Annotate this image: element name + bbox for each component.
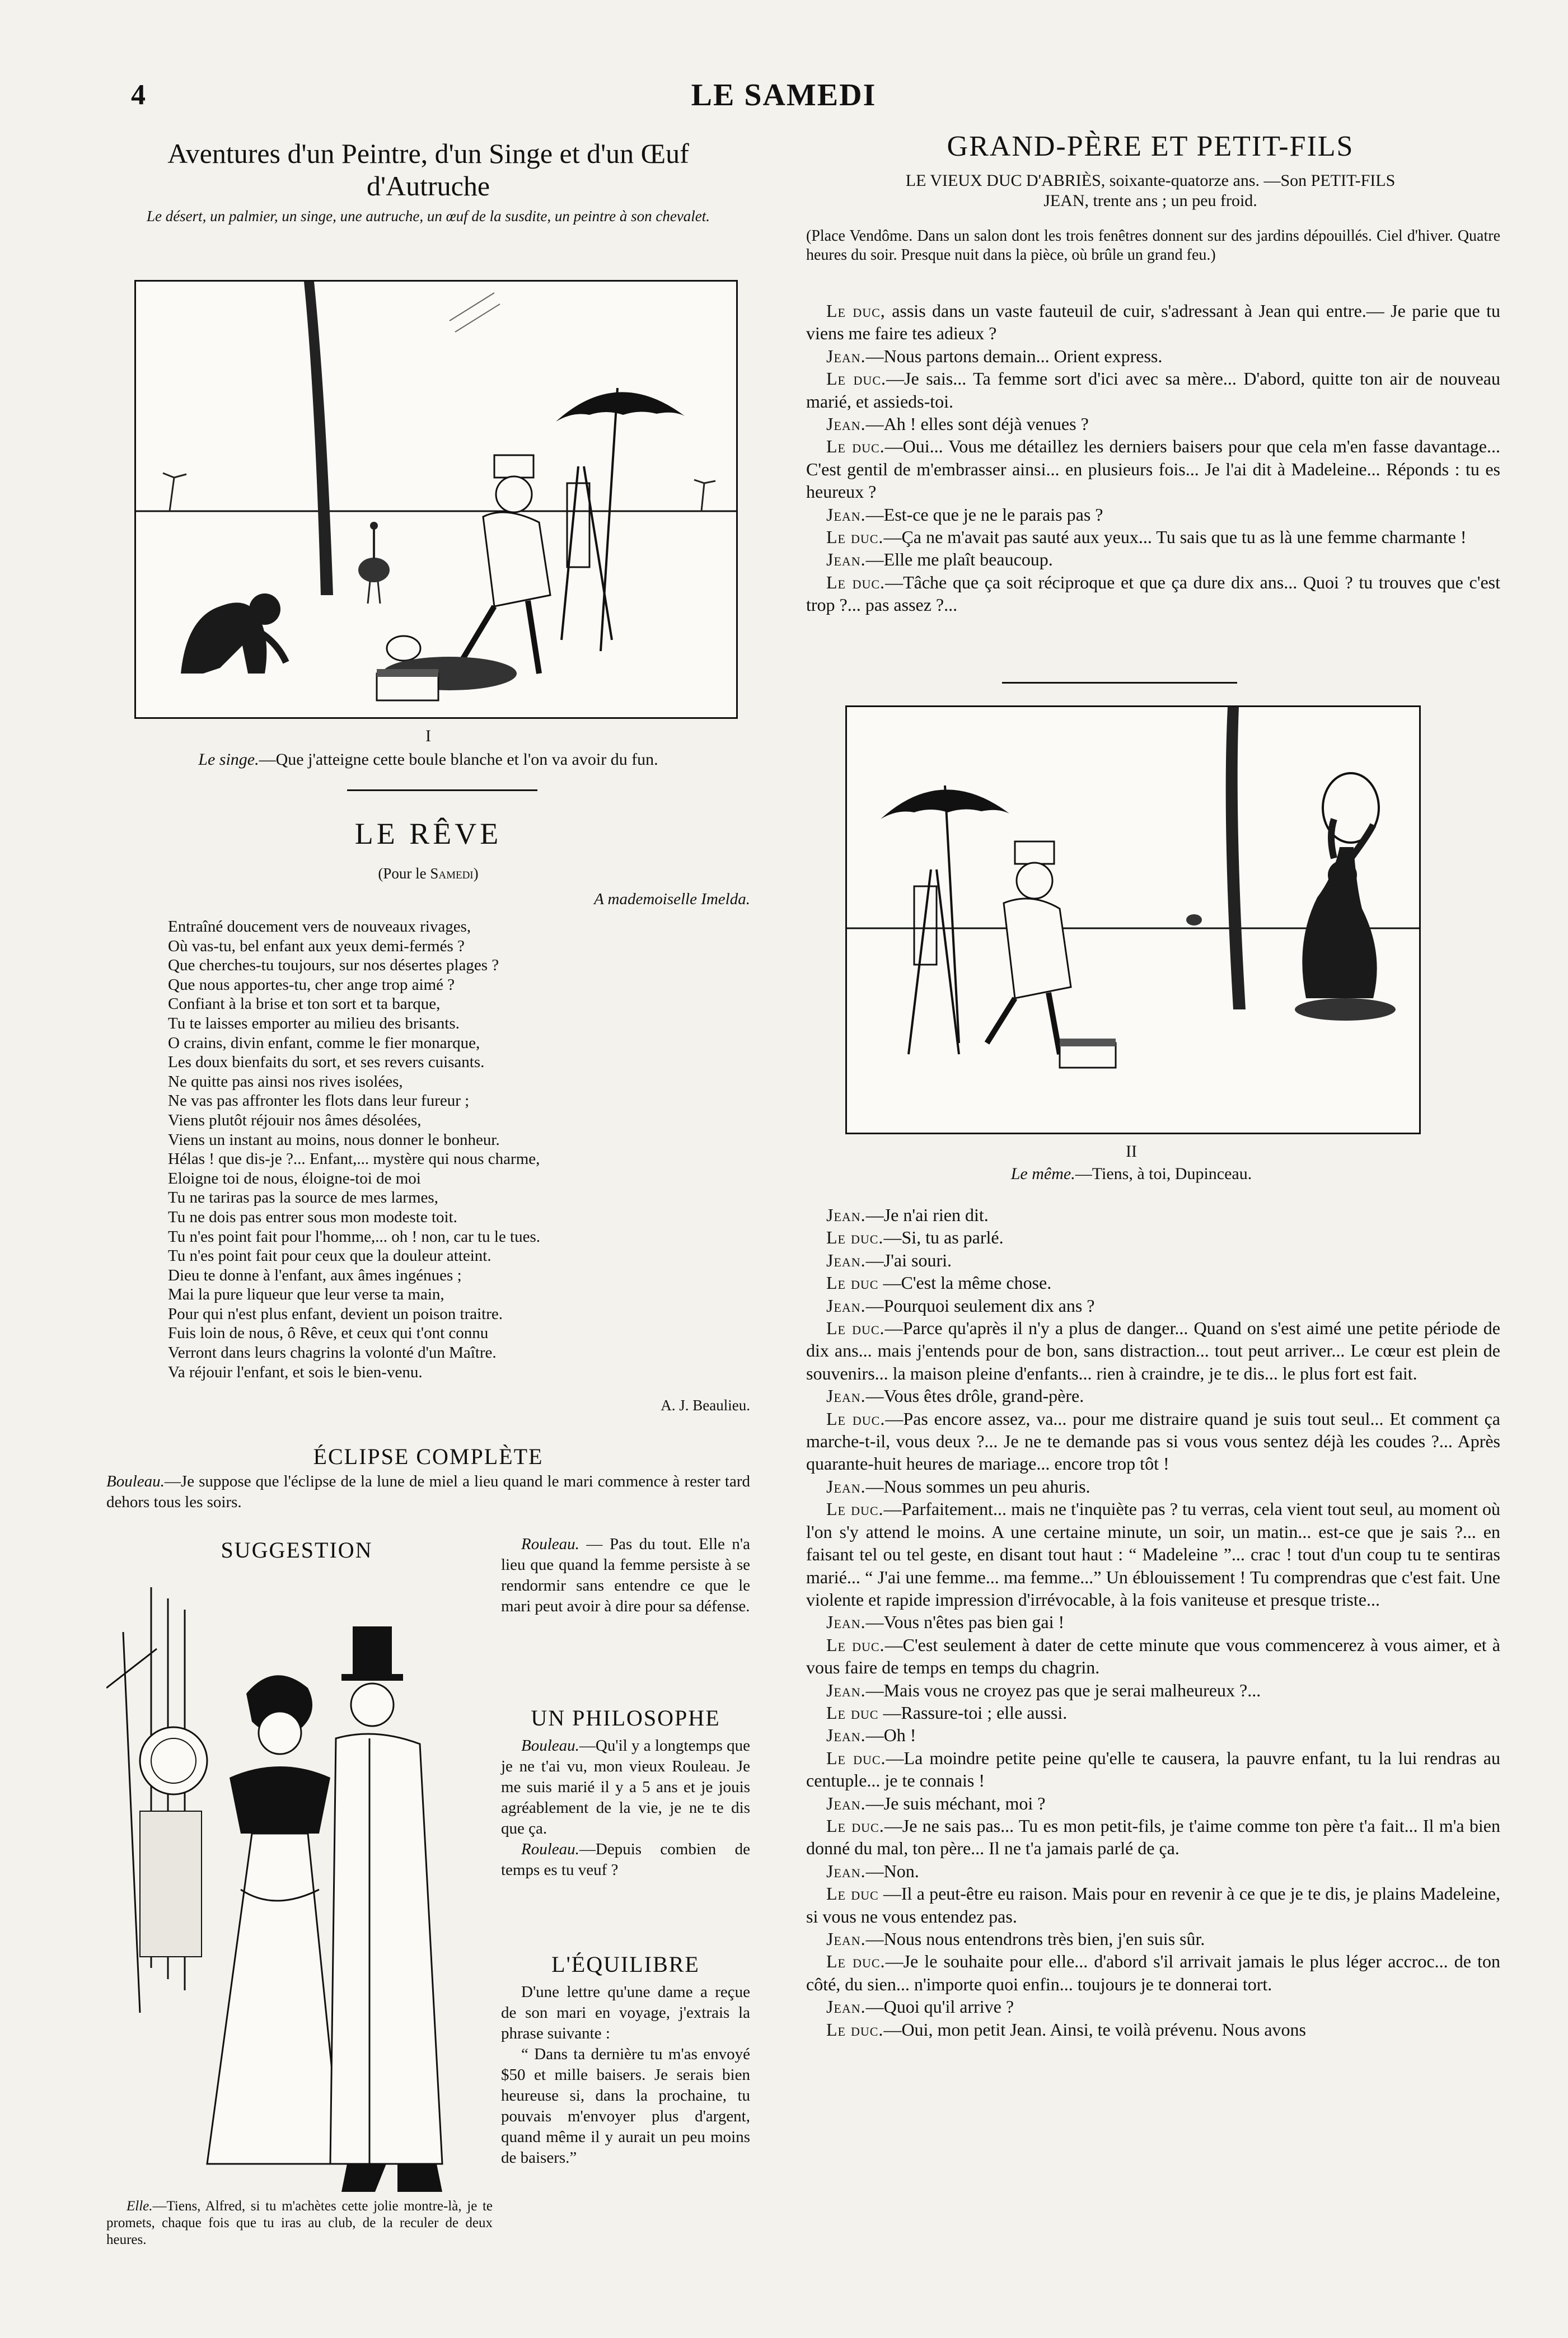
poem-line: Pour qui n'est plus enfant, devient un poison traitre.	[168, 1304, 503, 1323]
article-subtitle-aventures: Le désert, un palmier, un singe, une autruche, un œuf de la susdite, un peintre à son chevalet.	[146, 208, 710, 225]
philosophe-text-2: —Depuis combien de temps es tu veuf ?	[501, 1840, 750, 1879]
poem-body	[168, 917, 750, 1382]
dialogue-line	[806, 1882, 1500, 1928]
dialogue-line	[806, 1408, 1500, 1475]
speech-text: —Oui, mon petit Jean. Ainsi, te voilà prévenu. Nous avons	[883, 2019, 1306, 2040]
speaker-name: Le duc.	[826, 436, 885, 457]
poem-line: Tu te laisses emporter au milieu des brisants.	[168, 1014, 460, 1032]
speaker-name: Le duc.	[826, 368, 886, 389]
dialogue-line	[806, 367, 1500, 413]
speech-text: —Mais vous ne croyez pas que je serai malheureux ?...	[865, 1680, 1261, 1700]
suggestion-caption-text: —Tiens, Alfred, si tu m'achètes cette jolie montre-là, je te promets, chaque fois que tu iras au club, de la reculer de deux heures.	[106, 2199, 493, 2247]
article-title-aventures: Aventures d'un Peintre, d'un Singe et d'un Œuf d'Autruche	[167, 138, 689, 202]
dialogue-part-2	[806, 1204, 1500, 2041]
speaker-name: Jean.	[826, 1295, 866, 1316]
dialogue-line	[806, 1950, 1500, 1995]
poem-line: Ne vas pas affronter les flots dans leur fureur ;	[168, 1092, 470, 1110]
speaker-name: Le duc	[826, 1702, 879, 1723]
dialogue-line	[806, 1792, 1500, 1815]
cast-line-2: JEAN, trente ans ; un peu froid.	[1043, 191, 1257, 210]
speaker-name: Le duc.	[826, 1408, 886, 1429]
speech-text: —Parfaitement... mais ne t'inquiète pas ? tu verras, cela vient tout seul, au moment où l'on s'y attend le moins. A une certaine minute, un soir, un matin... est-ce que je sais ?... en faisant tel ou tel geste, en disant tout haut : “ Madeleine ”... crac ! tout d'un coup tu te sentiras marié... “ J'ai une femme... ma femme...” Un éblouissement ! Tu comprendras que c'est fait. Une violente et rapide impression d'irrévocable, à la fois vaniteuse et presque triste...	[806, 1499, 1500, 1610]
figure-1-caption-speaker: Le singe.	[198, 750, 259, 769]
poem-line: Tu ne dois pas entrer sous mon modeste toit.	[168, 1208, 457, 1226]
speech-text: assis dans un vaste fauteuil de cuir, s'adressant à Jean qui entre.— Je parie que tu viens me faire tes adieux ?	[806, 301, 1500, 344]
speaker-name: Le duc.	[826, 1747, 886, 1768]
speech-text: —Nous nous entendrons très bien, j'en suis sûr.	[865, 1929, 1205, 1949]
speaker-name: Jean.	[826, 1612, 866, 1633]
dialogue-line	[806, 1701, 1500, 1724]
speaker-name: Le duc,	[826, 301, 886, 321]
speech-text: —Rassure-toi ; elle aussi.	[878, 1702, 1068, 1723]
poem-line: Va réjouir l'enfant, et sois le bien-venu.	[168, 1363, 423, 1381]
poem-source-post: )	[473, 865, 479, 882]
figure-1-caption	[106, 750, 750, 769]
poem-line: Que cherches-tu toujours, sur nos désertes plages ?	[168, 956, 499, 975]
dialogue-line	[806, 1498, 1500, 1611]
poem-line: Verront dans leurs chagrins la volonté d'un Maître.	[168, 1344, 497, 1362]
illustration-painter-monkey-1	[134, 280, 738, 719]
speech-text: —Je le souhaite pour elle... d'abord s'il arrivait jamais le plus léger accroc... de ton côté, du sien... n'importe quoi enfin... toujours je te donnerai tort.	[806, 1951, 1501, 1994]
equilibre-title: L'ÉQUILIBRE	[551, 1952, 700, 1977]
speech-text: —Oui... Vous me détaillez les derniers baisers pour que cela m'en fasse davantage... C'est gentil de m'embrasser ainsi... en plusieurs fois... Je l'ai dit à Madeleine... Réponds : tu es heureux ?	[806, 436, 1500, 502]
article-title-grand-pere: GRAND-PÈRE ET PETIT-FILS	[947, 130, 1354, 162]
equilibre-para-2: “ Dans ta dernière tu m'as envoyé $50 et mille baisers. Je serais bien heureuse si, dans la prochaine, tu pouvais m'envoyer plus d'argent, quand même il y aurait un peu moins de baisers.”	[501, 2045, 750, 2167]
speech-text: —Pas encore assez, va... pour me distraire quand je suis tout seul... Et comment ça marche-t-il, vous deux ?... Je ne te demande pas si vous vous sentez déjà les coudes ?... Après quarante-huit heures de mariage... encore trop tôt !	[806, 1408, 1501, 1474]
speech-text: —La moindre petite peine qu'elle te causera, la pauvre enfant, tu la lui rendras au centuple... je te connais !	[806, 1747, 1501, 1791]
speech-text: —Je ne sais pas... Tu es mon petit-fils, je t'aime comme ton père t'a fait... Il m'a bien donné du mal, ton père... Il ne t'a jamais parlé de ça.	[806, 1815, 1501, 1859]
dialogue-line	[806, 1249, 1500, 1271]
philosophe-speaker-2: Rouleau.	[521, 1840, 579, 1858]
poem-title: LE RÊVE	[354, 817, 502, 850]
illustration-couple-watch	[106, 1576, 493, 2197]
speaker-name: Le duc	[826, 1273, 879, 1293]
speech-text: —Je suis méchant, moi ?	[865, 1793, 1046, 1813]
poem-line: Tu n'es point fait pour l'homme,... oh ! non, car tu le tues.	[168, 1227, 541, 1246]
speaker-name: Le duc.	[826, 1499, 884, 1519]
poem-line: Les doux bienfaits du sort, et ses revers cuisants.	[168, 1053, 485, 1072]
dialogue-line	[806, 571, 1500, 616]
dialogue-line	[806, 1634, 1500, 1679]
dialogue-line	[806, 1294, 1500, 1317]
speaker-name: Jean.	[826, 414, 866, 434]
poem-line: Hélas ! que dis-je ?... Enfant,... mystère qui nous charme,	[168, 1150, 540, 1168]
eclipse-speaker-1: Bouleau.	[106, 1472, 165, 1490]
speaker-name: Jean.	[826, 1929, 866, 1949]
eclipse-para-1	[106, 1471, 750, 1513]
speech-text: —Quoi qu'il arrive ?	[865, 1996, 1014, 2017]
speaker-name: Jean.	[826, 549, 866, 570]
speaker-name: Le duc.	[826, 572, 886, 592]
poem-line: Tu ne tariras pas la source de mes larmes,	[168, 1189, 438, 1207]
speaker-name: Le duc.	[826, 1318, 885, 1339]
dialogue-line	[806, 345, 1500, 367]
speaker-name: Jean.	[826, 1725, 866, 1746]
poem-line: Tu n'es point fait pour ceux que la douleur atteint.	[168, 1247, 492, 1265]
speaker-name: Le duc.	[826, 527, 884, 548]
speech-text: —Ah ! elles sont déjà venues ?	[865, 414, 1089, 434]
speech-text: —Elle me plaît beaucoup.	[865, 549, 1053, 570]
poem-line: Viens un instant au moins, nous donner le bonheur.	[168, 1130, 500, 1149]
philosophe-speaker-1: Bouleau.	[521, 1737, 579, 1755]
speaker-name: Le duc.	[826, 1634, 885, 1655]
figure-1-caption-text: —Que j'atteigne cette boule blanche et l'on va avoir du fun.	[259, 750, 658, 769]
philosophe-body	[501, 1736, 750, 1881]
figure-2-caption-speaker: Le même.	[1010, 1165, 1075, 1183]
poem-line: Eloigne toi de nous, éloigne-toi de moi	[168, 1169, 421, 1187]
speaker-name: Jean.	[826, 1860, 866, 1881]
speaker-name: Jean.	[826, 1680, 866, 1700]
speaker-name: Jean.	[826, 1250, 866, 1270]
speech-text: —Nous sommes un peu ahuris.	[865, 1476, 1090, 1497]
speech-text: —Nous partons demain... Orient express.	[865, 345, 1163, 366]
poem-line: Dieu te donne à l'enfant, aux âmes ingénues ;	[168, 1266, 462, 1284]
poem-line: Entraîné doucement vers de nouveaux rivages,	[168, 918, 471, 936]
speech-text: —J'ai souri.	[865, 1250, 952, 1270]
poem-source-pre: (Pour le	[378, 865, 430, 882]
poem-line: Que nous apportes-tu, cher ange trop aimé ?	[168, 975, 455, 994]
dialogue-line	[806, 1317, 1500, 1385]
eclipse-text-1: —Je suppose que l'éclipse de la lune de miel a lieu quand le mari commence à rester tard dehors tous les soirs.	[106, 1472, 750, 1511]
dialogue-line	[806, 526, 1500, 548]
speech-text: —Parce qu'après il n'y a plus de danger... Quand on s'est aimé une petite période de dix ans... mais j'entends pour de bon, sans distraction... tout peut arriver... Le cœur est plein de souvenirs... la maison pleine d'enfants... rien à craindre, je te dis... le plus fort est fait.	[806, 1318, 1501, 1383]
dialogue-line	[806, 548, 1500, 571]
dialogue-line	[806, 1995, 1500, 2018]
figure-2-number: II	[1126, 1142, 1137, 1161]
poem-line: Mai la pure liqueur que leur verse ta main,	[168, 1285, 444, 1304]
equilibre-body	[501, 1982, 750, 2168]
dialogue-part-1	[806, 300, 1500, 616]
poem-source-name: Samedi	[430, 865, 474, 882]
poem-line: Ne quitte pas ainsi nos rives isolées,	[168, 1072, 403, 1091]
illustration-painter-monkey-2	[845, 705, 1421, 1134]
dialogue-line	[806, 1385, 1500, 1407]
stage-setting: (Place Vendôme. Dans un salon dont les trois fenêtres donnent sur des jardins dépouillés. Ciel d'hiver. Quatre heures du soir. Presque nuit dans la pièce, où brûle un grand feu.)	[806, 227, 1500, 264]
dialogue-line	[806, 1724, 1500, 1746]
poem-line: Viens plutôt réjouir nos âmes désolées,	[168, 1111, 422, 1129]
speaker-name: Jean.	[826, 1996, 866, 2017]
dialogue-line	[806, 435, 1500, 503]
suggestion-caption	[106, 2198, 493, 2248]
dialogue-line	[806, 2018, 1500, 2041]
speaker-name: Jean.	[826, 1386, 866, 1406]
speech-text: —Ça ne m'avait pas sauté aux yeux... Tu sais que tu as là une femme charmante !	[883, 527, 1467, 548]
speech-text: —Non.	[865, 1860, 919, 1881]
speaker-name: Le duc.	[826, 1951, 886, 1972]
dialogue-line	[806, 503, 1500, 526]
figure-1-number: I	[425, 727, 431, 745]
divider	[1002, 682, 1237, 684]
speech-text: —Est-ce que je ne le parais pas ?	[865, 504, 1103, 525]
speech-text: —Pourquoi seulement dix ans ?	[865, 1295, 1095, 1316]
dialogue-line	[806, 300, 1500, 345]
speaker-name: Le duc	[826, 1883, 879, 1904]
speaker-name: Jean.	[826, 1793, 866, 1813]
poem-line: Fuis loin de nous, ô Rêve, et ceux qui t'ont connu	[168, 1324, 489, 1343]
cast-list	[801, 171, 1500, 211]
poem-line: O crains, divin enfant, comme le fier monarque,	[168, 1034, 480, 1052]
dialogue-line	[806, 1747, 1500, 1792]
figure-2-caption-text: —Tiens, à toi, Dupinceau.	[1075, 1165, 1252, 1183]
poem-source	[106, 865, 750, 882]
eclipse-title: ÉCLIPSE COMPLÈTE	[313, 1444, 544, 1469]
speech-text: —Oh !	[865, 1725, 916, 1746]
speaker-name: Jean.	[826, 504, 866, 525]
eclipse-speaker-2: Rouleau.	[521, 1535, 579, 1553]
philosophe-text-1: —Qu'il y a longtemps que je ne t'ai vu, mon vieux Rouleau. Je me suis marié il y a 5 ans et je jouis agréablement de la vie, je ne te dis que ça.	[501, 1737, 750, 1837]
dialogue-line	[806, 1815, 1500, 1860]
equilibre-para-1: D'une lettre qu'une dame a reçue de son mari en voyage, j'extrais la phrase suivante :	[501, 1983, 750, 2042]
speech-text: —Tâche que ça soit réciproque et que ça dure dix ans... Quoi ? tu trouves que c'est trop ?... pas assez ?...	[806, 572, 1500, 615]
suggestion-caption-speaker: Elle.	[127, 2199, 153, 2214]
speech-text: —Vous êtes drôle, grand-père.	[865, 1386, 1084, 1406]
dialogue-line	[806, 1204, 1500, 1226]
dialogue-line	[806, 1475, 1500, 1498]
figure-2-caption	[845, 1165, 1417, 1184]
page-number: 4	[131, 79, 146, 111]
suggestion-title: SUGGESTION	[221, 1537, 373, 1563]
speech-text: —Si, tu as parlé.	[883, 1227, 1004, 1248]
speaker-name: Jean.	[826, 1205, 866, 1225]
dialogue-line	[806, 1271, 1500, 1294]
eclipse-text-2: — Pas du tout. Elle n'a lieu que quand la femme persiste à se rendormir sans entendre ce que le mari peut avoir à dire pour sa défense.	[501, 1535, 750, 1615]
poem-dedication: A mademoiselle Imelda.	[594, 890, 750, 908]
dialogue-line	[806, 1928, 1500, 1950]
cast-line-1: LE VIEUX DUC D'ABRIÈS, soixante-quatorze ans. —Son PETIT-FILS	[905, 171, 1396, 190]
poem-line: Où vas-tu, bel enfant aux yeux demi-fermés ?	[168, 937, 465, 955]
philosophe-title: UN PHILOSOPHE	[531, 1705, 720, 1731]
dialogue-line	[806, 1679, 1500, 1701]
speech-text: —Il a peut-être eu raison. Mais pour en revenir à ce que je te dis, je plains Madeleine, si vous ne vous entendez pas.	[806, 1883, 1501, 1926]
speaker-name: Le duc.	[826, 1227, 884, 1248]
dialogue-line	[806, 1860, 1500, 1882]
poem-line: Confiant à la brise et ton sort et ta barque,	[168, 995, 441, 1013]
speaker-name: Le duc.	[826, 1815, 884, 1836]
dialogue-line	[806, 1226, 1500, 1249]
speech-text: —Je n'ai rien dit.	[865, 1205, 989, 1225]
eclipse-para-2	[501, 1534, 750, 1617]
speech-text: —Je sais... Ta femme sort d'ici avec sa mère... D'abord, quitte ton air de nouveau marié, et assieds-toi.	[806, 368, 1501, 412]
speaker-name: Jean.	[826, 345, 866, 366]
speech-text: —C'est seulement à dater de cette minute que vous commencerez à vous aimer, et à vous faire de temps en temps du chagrin.	[806, 1634, 1501, 1678]
speaker-name: Jean.	[826, 1476, 866, 1497]
dialogue-line	[806, 413, 1500, 435]
dialogue-line	[806, 1611, 1500, 1633]
speaker-name: Le duc.	[826, 2019, 884, 2040]
speech-text: —C'est la même chose.	[878, 1273, 1052, 1293]
running-title: LE SAMEDI	[691, 78, 877, 113]
poem-author: A. J. Beaulieu.	[661, 1397, 750, 1414]
divider	[347, 789, 537, 791]
speech-text: —Vous n'êtes pas bien gai !	[865, 1612, 1065, 1633]
